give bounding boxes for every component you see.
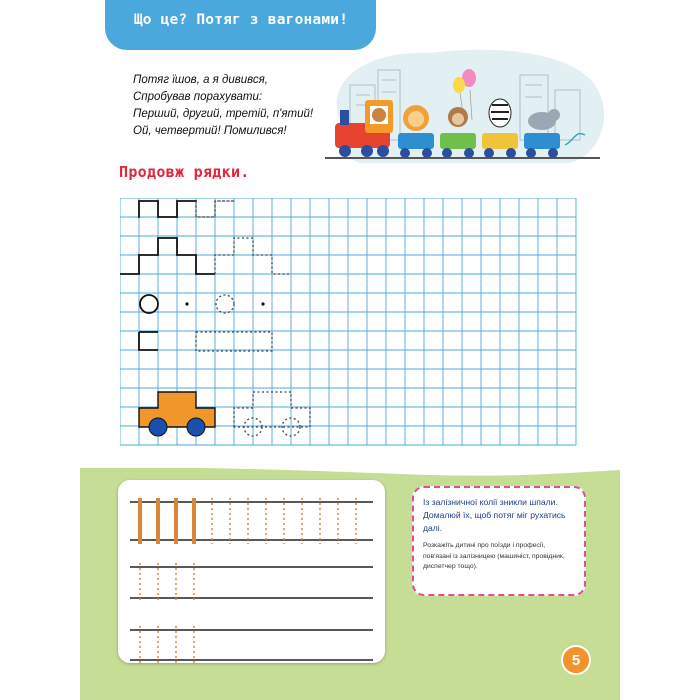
pattern-step-pyramid bbox=[120, 238, 291, 274]
pattern-square-wave bbox=[139, 201, 234, 217]
exercise-heading: Продовж рядки. bbox=[119, 163, 250, 181]
poem-line: Ой, четвертий! Помилився! bbox=[133, 125, 287, 137]
pattern-rectangles bbox=[139, 332, 272, 351]
pattern-circles-dots bbox=[140, 295, 265, 313]
poem-line: Спробував порахувати: bbox=[133, 91, 263, 103]
page-title: Що це? Потяг з вагонами! bbox=[133, 12, 349, 28]
rail-sleeper bbox=[138, 498, 142, 544]
poem-line: Потяг їшов, а я дивився, bbox=[133, 74, 268, 86]
poem-line: Перший, другий, третій, п'ятий! bbox=[133, 108, 314, 120]
info-box bbox=[412, 486, 586, 596]
rail-sleeper bbox=[192, 498, 196, 544]
page-number-badge bbox=[561, 645, 591, 675]
info-note-text: Розкажіть дитині про поїзди і професії, пов'язані із залізницею (машиніст, провідник, диспетчер тощо). bbox=[423, 542, 565, 570]
page-number: 5 bbox=[571, 651, 581, 669]
tracing-grid[interactable] bbox=[120, 198, 592, 446]
rail-sleeper bbox=[174, 498, 178, 544]
rail-sleeper bbox=[156, 498, 160, 544]
info-main-text: Із залізничної колії зникли шпали. Домалюй їх, щоб потяг міг рухатись далі. bbox=[423, 497, 566, 533]
train-illustration bbox=[320, 45, 610, 170]
rail-tracks[interactable] bbox=[118, 480, 385, 663]
poem bbox=[133, 72, 313, 140]
